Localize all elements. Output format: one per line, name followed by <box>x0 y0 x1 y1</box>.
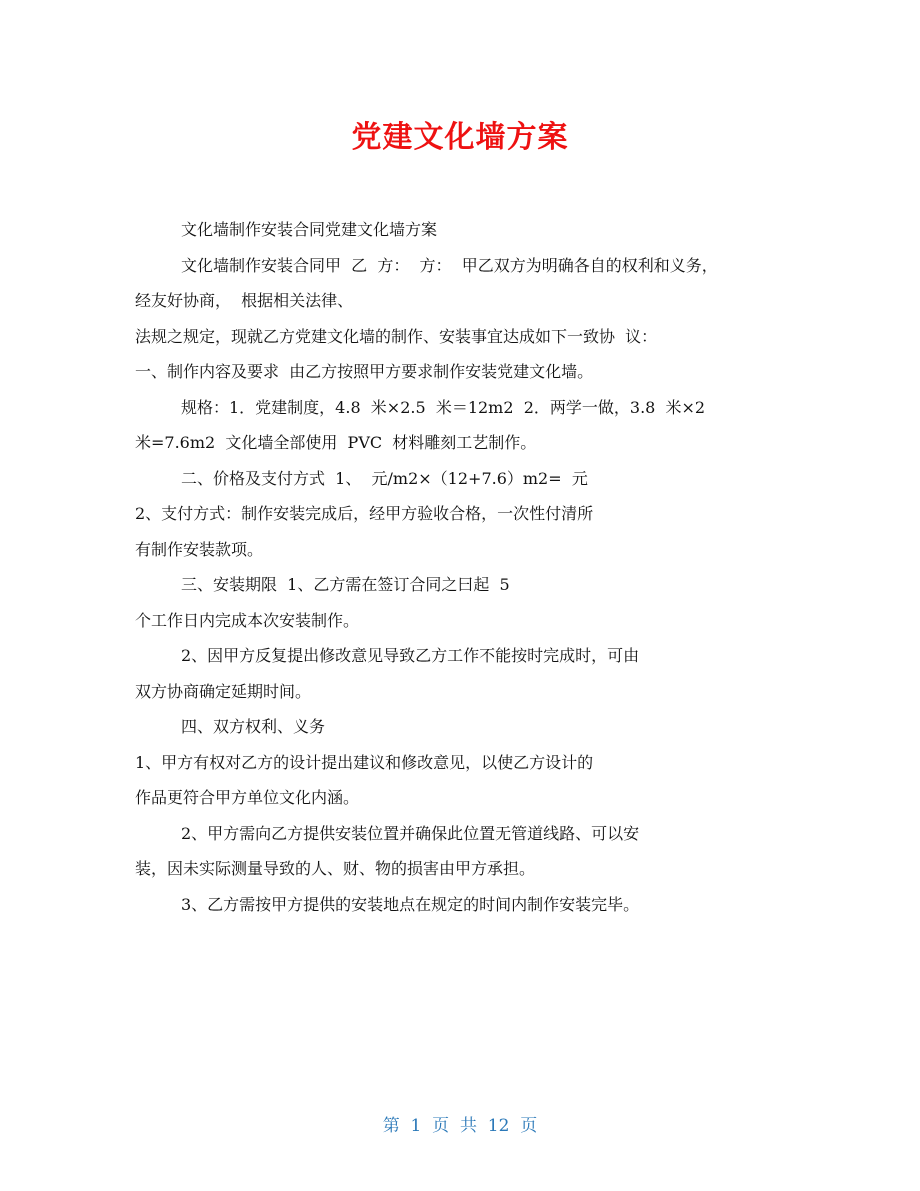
body-line: 有制作安装款项。 <box>135 539 264 559</box>
body-line: 米=7.6m2 文化墙全部使用 PVC 材料雕刻工艺制作。 <box>135 433 537 452</box>
body-line: 作品更符合甲方单位文化内涵。 <box>135 788 360 807</box>
body-line: 二、价格及支付方式 1、 元/m2×（12+7.6）m2= 元 <box>181 468 588 488</box>
body-line: 文化墙制作安装合同党建文化墙方案 <box>181 220 438 239</box>
page-footer: 第 1 页 共 12 页 <box>382 1116 538 1136</box>
body-line: 三、安装期限 1、乙方需在签订合同之曰起 5 <box>181 575 510 594</box>
body-line: 2、因甲方反复提出修改意见导致乙方工作不能按时完成时，可由 <box>181 646 640 665</box>
body-line: 双方协商确定延期时间。 <box>135 681 312 701</box>
body-line: 四、双方权利、义务 <box>181 717 326 736</box>
body-line: 一、制作内容及要求 由乙方按照甲方要求制作安装党建文化墙。 <box>135 362 594 381</box>
body-line: 文化墙制作安装合同甲 乙 方： 方： 甲乙双方为明确各自的权利和义务， <box>181 255 718 275</box>
body-line: 规格：1．党建制度，4.8 米×2.5 米＝12m2 2．两学一做，3.8 米×2 <box>181 397 706 417</box>
document-title: 党建文化墙方案 <box>351 120 569 155</box>
body-line: 2、甲方需向乙方提供安装位置并确保此位置无管道线路、可以安 <box>181 823 640 843</box>
body-line: 3、乙方需按甲方提供的安装地点在规定的时间内制作安装完毕。 <box>181 894 640 914</box>
body-line: 经友好协商， 根据相关法律、 <box>135 291 354 310</box>
body-line: 1、甲方有权对乙方的设计提出建议和修改意见，以使乙方设计的 <box>135 752 594 772</box>
body-line: 法规之规定，现就乙方党建文化墙的制作、安装事宜达成如下一致协 议： <box>135 326 658 346</box>
body-line: 装，因未实际测量导致的人、财、物的损害由甲方承担。 <box>135 859 536 878</box>
document-body <box>135 212 795 922</box>
body-line: 2、支付方式：制作安装完成后，经甲方验收合格，一次性付清所 <box>135 504 594 523</box>
body-line: 个工作日内完成本次安装制作。 <box>135 610 360 630</box>
